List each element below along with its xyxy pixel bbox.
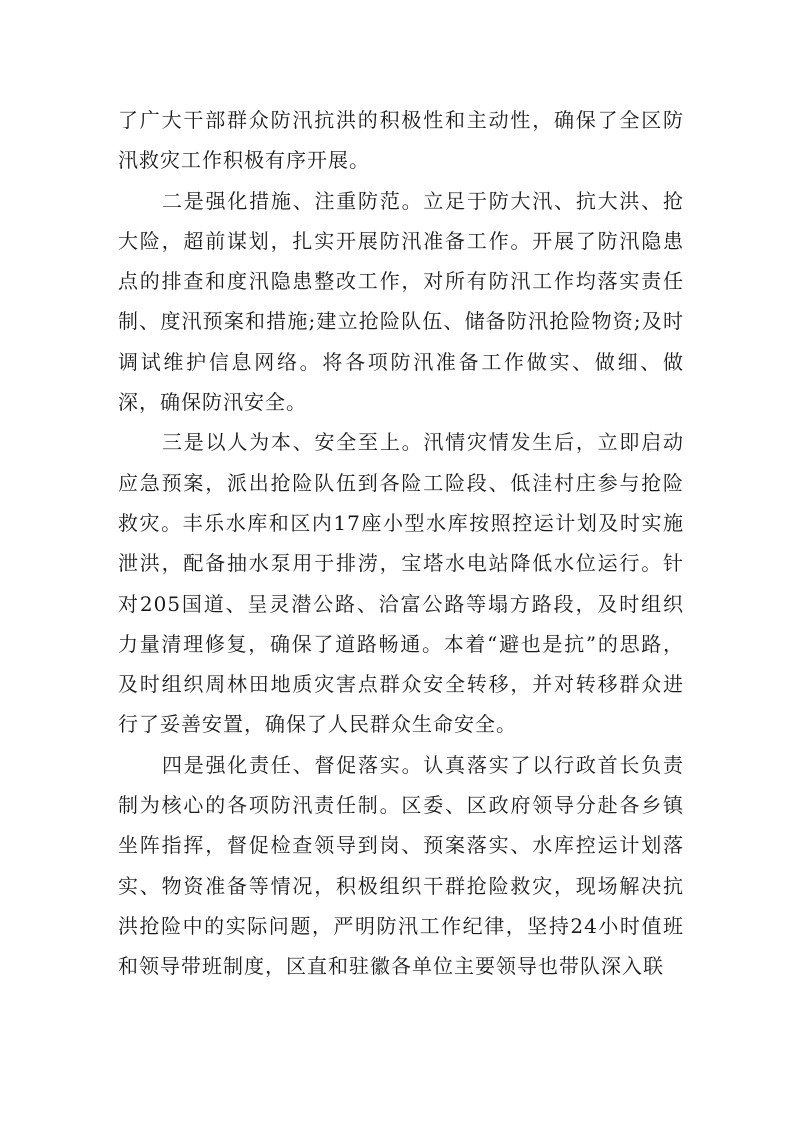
paragraph-point-two: 二是强化措施、注重防范。立足于防大汛、抗大洪、抢大险，超前谋划，扎实开展防汛准备工作。开展了防汛隐患点的排查和度汛隐患整改工作，对所有防汛工作均落实责任制、度汛预案和措施;建立抢险队伍、储备防汛抢险物资;及时调试维护信息网络。将各项防汛准备工作做实、做细、做深，确保防汛安全。 [118,188,684,415]
document-body [118,100,684,987]
paragraph-point-four: 四是强化责任、督促落实。认真落实了以行政首长负责制为核心的各项防汛责任制。区委、区政府领导分赴各乡镇坐阵指挥，督促检查领导到岗、预案落实、水库控运计划落实、物资准备等情况，积极组织干群抢险救灾，现场解决抗洪抢险中的实际问题，严明防汛工作纪律，坚持24小时值班和领导带班制度，区直和驻徽各单位主要领导也带队深入联 [118,752,684,979]
paragraph-continuation: 了广大干部群众防汛抗洪的积极性和主动性，确保了全区防汛救灾工作积极有序开展。 [118,108,684,173]
paragraph-point-three: 三是以人为本、安全至上。汛情灾情发生后，立即启动应急预案，派出抢险队伍到各险工险段、低洼村庄参与抢险救灾。丰乐水库和区内17座小型水库按照控运计划及时实施泄洪，配备抽水泵用于排涝，宝塔水电站降低水位运行。针对205国道、呈灵潜公路、洽富公路等塌方路段，及时组织力量清理修复，确保了道路畅通。本着“避也是抗”的思路，及时组织周林田地质灾害点群众安全转移，并对转移群众进行了妥善安置，确保了人民群众生命安全。 [118,430,684,737]
